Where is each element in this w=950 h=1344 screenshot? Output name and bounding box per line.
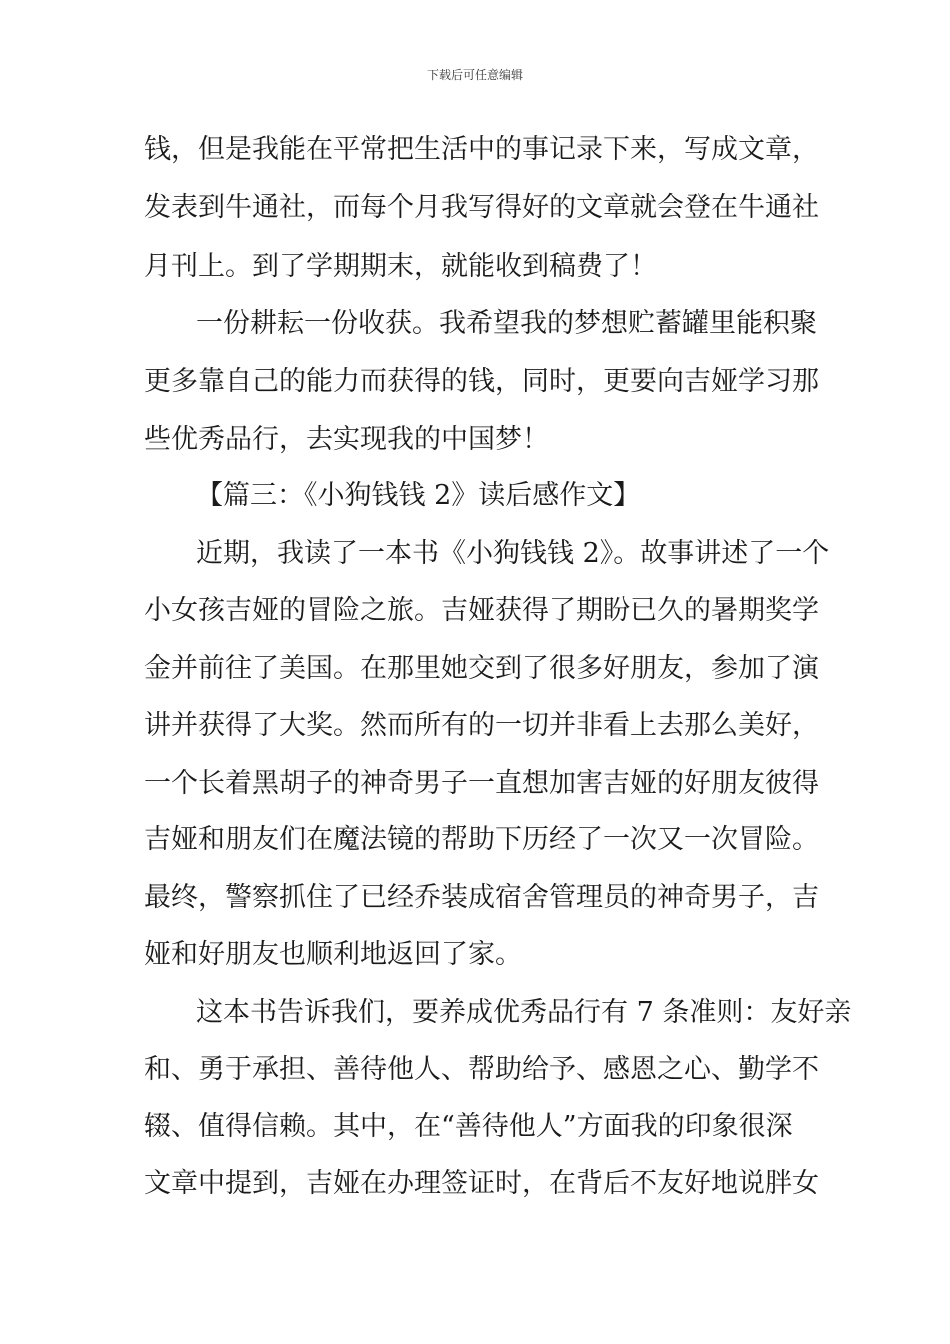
text-line: 娅和好朋友也顺利地返回了家。: [144, 939, 522, 970]
text-line: 最终，警察抓住了已经乔装成宿舍管理员的神奇男子，吉: [144, 882, 819, 913]
text-line: 吉娅和朋友们在魔法镜的帮助下历经了一次又一次冒险。: [144, 824, 819, 855]
text-line: 钱，但是我能在平常把生活中的事记录下来，写成文章，: [144, 134, 819, 165]
paragraph-first-line: 这本书告诉我们，要养成优秀品行有 7 条准则：友好亲: [196, 997, 852, 1028]
paragraph-first-line: 一份耕耘一份收获。我希望我的梦想贮蓄罐里能积聚: [196, 308, 817, 339]
text-line: 小女孩吉娅的冒险之旅。吉娅获得了期盼已久的暑期奖学: [144, 595, 819, 626]
text-line: 发表到牛通社，而每个月我写得好的文章就会登在牛通社: [144, 192, 819, 223]
text-line: 辍、值得信赖。其中，在“善待他人”方面我的印象很深: [144, 1111, 793, 1142]
paragraph-first-line: 近期，我读了一本书《小狗钱钱 2》。故事讲述了一个: [196, 538, 830, 569]
text-line: 和、勇于承担、善待他人、帮助给予、感恩之心、勤学不: [144, 1054, 819, 1085]
text-line: 讲并获得了大奖。然而所有的一切并非看上去那么美好，: [144, 710, 819, 741]
text-line: 文章中提到，吉娅在办理签证时，在背后不友好地说胖女: [144, 1168, 819, 1199]
text-line: 金并前往了美国。在那里她交到了很多好朋友，参加了演: [144, 653, 819, 684]
page-header: 下载后可任意编辑: [426, 68, 523, 82]
text-line: 月刊上。到了学期期末，就能收到稿费了！: [144, 251, 657, 282]
section-heading: 【篇三：《小狗钱钱 2》读后感作文】: [196, 480, 641, 511]
text-line: 更多靠自己的能力而获得的钱，同时，更要向吉娅学习那: [144, 366, 819, 397]
text-line: 些优秀品行，去实现我的中国梦！: [144, 424, 549, 455]
text-line: 一个长着黑胡子的神奇男子一直想加害吉娅的好朋友彼得: [144, 768, 819, 799]
